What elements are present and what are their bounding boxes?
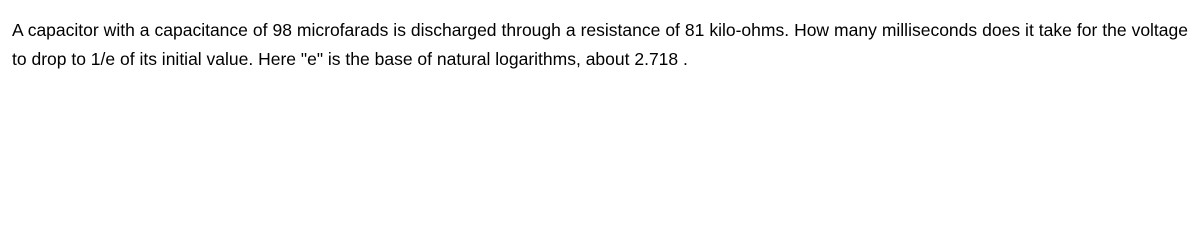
question-text: A capacitor with a capacitance of 98 microfarads is discharged through a resistance of 81 kilo-ohms. How many milliseconds does it take for the voltage to drop to 1/e of its initial value. Here "e" is the base of natural logarithms, about 2.718 . (12, 20, 1188, 69)
